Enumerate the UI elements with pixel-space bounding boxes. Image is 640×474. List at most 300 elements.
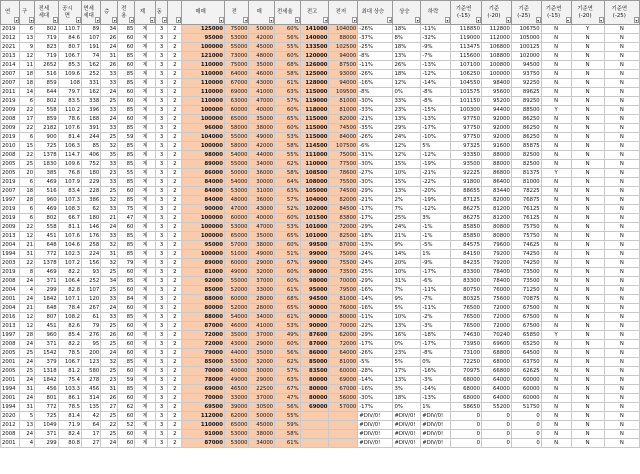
table-cell[interactable]: 0: [451, 439, 482, 448]
table-cell[interactable]: -13%: [421, 61, 451, 70]
table-cell[interactable]: Y: [541, 331, 571, 340]
table-cell[interactable]: 33000: [224, 394, 249, 403]
table-cell[interactable]: 85: [118, 151, 135, 160]
table-cell[interactable]: 3%: [421, 214, 451, 223]
table-cell[interactable]: 2: [168, 214, 182, 223]
table-cell[interactable]: N: [604, 394, 639, 403]
table-cell[interactable]: 95000: [182, 241, 225, 250]
table-cell[interactable]: 115600: [451, 52, 482, 61]
table-cell[interactable]: N: [541, 394, 571, 403]
table-cell[interactable]: 26: [101, 331, 118, 340]
table-cell[interactable]: 88000: [329, 34, 358, 43]
table-cell[interactable]: 100000: [182, 223, 225, 232]
table-cell[interactable]: 계: [135, 88, 155, 97]
table-cell[interactable]: 34000: [249, 313, 275, 322]
table-cell[interactable]: [329, 421, 358, 430]
table-cell[interactable]: 95200: [481, 97, 511, 106]
table-cell[interactable]: 64: [82, 421, 101, 430]
table-cell[interactable]: 2003: [1, 259, 20, 268]
table-cell[interactable]: 94500: [511, 61, 541, 70]
table-cell[interactable]: N: [604, 232, 639, 241]
table-cell[interactable]: 65%: [275, 115, 301, 124]
table-cell[interactable]: 10%: [393, 313, 421, 322]
table-cell[interactable]: 58650: [451, 403, 482, 412]
table-cell[interactable]: 42000: [249, 142, 275, 151]
filter-dropdown-icon[interactable]: ▾: [15, 18, 18, 23]
table-cell[interactable]: 2008: [1, 151, 20, 160]
table-cell[interactable]: 110000: [182, 61, 225, 70]
table-cell[interactable]: -5%: [421, 241, 451, 250]
table-cell[interactable]: 55: [118, 169, 135, 178]
table-cell[interactable]: 101575: [451, 88, 482, 97]
table-cell[interactable]: 110000: [182, 70, 225, 79]
table-cell[interactable]: 54000: [224, 313, 249, 322]
table-cell[interactable]: 89625: [511, 88, 541, 97]
table-cell[interactable]: 85: [118, 385, 135, 394]
table-cell[interactable]: N: [571, 223, 604, 232]
table-cell[interactable]: 84235: [451, 259, 482, 268]
table-cell[interactable]: 18%: [393, 70, 421, 79]
table-cell[interactable]: 62000: [329, 331, 358, 340]
table-cell[interactable]: 63750: [511, 358, 541, 367]
table-cell[interactable]: 54000: [224, 151, 249, 160]
table-cell[interactable]: N: [604, 367, 639, 376]
table-cell[interactable]: 33: [101, 106, 118, 115]
table-cell[interactable]: 24: [20, 430, 35, 439]
table-cell[interactable]: 33: [101, 313, 118, 322]
table-cell[interactable]: 3%: [393, 385, 421, 394]
table-cell[interactable]: 67000: [329, 385, 358, 394]
table-cell[interactable]: 87000: [182, 439, 225, 448]
table-cell[interactable]: 31000: [249, 187, 275, 196]
table-cell[interactable]: N: [571, 259, 604, 268]
table-cell[interactable]: 95: [82, 340, 101, 349]
table-cell[interactable]: 계: [135, 187, 155, 196]
table-cell[interactable]: 188: [82, 115, 101, 124]
table-cell[interactable]: 87000: [329, 241, 358, 250]
table-cell[interactable]: 25: [101, 430, 118, 439]
table-cell[interactable]: 39000: [224, 403, 249, 412]
table-cell[interactable]: 86250: [511, 115, 541, 124]
table-cell[interactable]: 2012: [1, 421, 20, 430]
table-cell[interactable]: 0: [511, 430, 541, 439]
table-cell[interactable]: -29%: [358, 331, 393, 340]
table-cell[interactable]: N: [604, 115, 639, 124]
table-cell[interactable]: 40000: [249, 106, 275, 115]
table-cell[interactable]: 계: [135, 79, 155, 88]
table-cell[interactable]: N: [604, 304, 639, 313]
table-cell[interactable]: N: [604, 223, 639, 232]
table-cell[interactable]: 10%: [393, 268, 421, 277]
table-cell[interactable]: -19%: [421, 196, 451, 205]
table-cell[interactable]: 2: [168, 196, 182, 205]
table-cell[interactable]: 87125: [451, 196, 482, 205]
table-cell[interactable]: N: [604, 196, 639, 205]
table-cell[interactable]: 33: [101, 124, 118, 133]
table-cell[interactable]: 100000: [481, 70, 511, 79]
table-cell[interactable]: 95000: [182, 34, 225, 43]
table-cell[interactable]: 102000: [511, 52, 541, 61]
table-cell[interactable]: 3: [155, 169, 168, 178]
table-cell[interactable]: 28: [20, 196, 35, 205]
table-cell[interactable]: -11%: [421, 25, 451, 34]
table-cell[interactable]: 45000: [249, 421, 275, 430]
table-cell[interactable]: 33: [101, 205, 118, 214]
table-cell[interactable]: 107.1: [58, 295, 81, 304]
table-cell[interactable]: N: [604, 187, 639, 196]
table-cell[interactable]: 60: [118, 331, 135, 340]
table-cell[interactable]: 2008: [1, 340, 20, 349]
table-cell[interactable]: 85: [118, 25, 135, 34]
table-cell[interactable]: 65%: [275, 304, 301, 313]
table-cell[interactable]: N: [571, 268, 604, 277]
table-cell[interactable]: 3: [155, 439, 168, 448]
table-cell[interactable]: #DIV/0!: [358, 439, 393, 448]
table-cell[interactable]: 118000: [300, 106, 329, 115]
table-cell[interactable]: N: [541, 286, 571, 295]
table-cell[interactable]: 88500: [511, 106, 541, 115]
table-cell[interactable]: 12%: [393, 142, 421, 151]
table-cell[interactable]: 99500: [300, 241, 329, 250]
table-cell[interactable]: 0: [451, 421, 482, 430]
table-cell[interactable]: 3: [155, 61, 168, 70]
table-cell[interactable]: -32%: [421, 34, 451, 43]
table-cell[interactable]: 314: [82, 394, 101, 403]
table-cell[interactable]: 38000: [249, 124, 275, 133]
table-cell[interactable]: 88655: [451, 187, 482, 196]
table-cell[interactable]: N: [604, 178, 639, 187]
table-cell[interactable]: N: [541, 34, 571, 43]
table-cell[interactable]: 92225: [451, 169, 482, 178]
table-cell[interactable]: 32: [101, 358, 118, 367]
table-cell[interactable]: 계: [135, 367, 155, 376]
table-cell[interactable]: 85: [118, 52, 135, 61]
table-cell[interactable]: 9: [20, 43, 35, 52]
table-cell[interactable]: 60: [118, 97, 135, 106]
table-cell[interactable]: 3: [155, 250, 168, 259]
table-cell[interactable]: N: [541, 421, 571, 430]
table-cell[interactable]: N: [604, 376, 639, 385]
table-cell[interactable]: 2: [168, 313, 182, 322]
table-cell[interactable]: 53%: [275, 322, 301, 331]
table-cell[interactable]: 8%: [393, 34, 421, 43]
table-cell[interactable]: 3: [155, 187, 168, 196]
table-cell[interactable]: 106800: [481, 43, 511, 52]
table-cell[interactable]: 60%: [275, 124, 301, 133]
table-cell[interactable]: 3: [155, 196, 168, 205]
table-cell[interactable]: 12%: [393, 79, 421, 88]
table-cell[interactable]: 23%: [393, 349, 421, 358]
table-cell[interactable]: N: [571, 349, 604, 358]
table-cell[interactable]: N: [571, 169, 604, 178]
table-cell[interactable]: N: [604, 205, 639, 214]
table-cell[interactable]: N: [571, 187, 604, 196]
table-cell[interactable]: -27%: [358, 169, 393, 178]
table-cell[interactable]: 46500: [224, 385, 249, 394]
table-cell[interactable]: 101000: [300, 232, 329, 241]
table-cell[interactable]: 100000: [182, 250, 225, 259]
table-cell[interactable]: 107.3: [58, 196, 81, 205]
table-cell[interactable]: N: [541, 61, 571, 70]
table-cell[interactable]: 74500: [329, 187, 358, 196]
table-cell[interactable]: 2652: [35, 61, 58, 70]
table-cell[interactable]: N: [571, 286, 604, 295]
table-cell[interactable]: 125000: [300, 70, 329, 79]
table-cell[interactable]: 61%: [275, 439, 301, 448]
table-cell[interactable]: 90000: [300, 322, 329, 331]
table-cell[interactable]: N: [604, 268, 639, 277]
table-cell[interactable]: 80000: [182, 304, 225, 313]
table-cell[interactable]: -7%: [421, 52, 451, 61]
table-cell[interactable]: Y: [541, 106, 571, 115]
table-cell[interactable]: 100300: [451, 106, 482, 115]
table-cell[interactable]: 2: [168, 376, 182, 385]
table-cell[interactable]: N: [571, 133, 604, 142]
table-cell[interactable]: 70000: [329, 322, 358, 331]
table-cell[interactable]: -17%: [421, 340, 451, 349]
table-cell[interactable]: N: [541, 25, 571, 34]
table-cell[interactable]: 3: [155, 151, 168, 160]
table-cell[interactable]: 140000: [300, 34, 329, 43]
table-cell[interactable]: 69600: [481, 340, 511, 349]
table-cell[interactable]: 78.5: [58, 403, 81, 412]
table-cell[interactable]: 2: [168, 358, 182, 367]
table-cell[interactable]: 74630: [451, 331, 482, 340]
table-cell[interactable]: [300, 412, 329, 421]
table-cell[interactable]: N: [571, 340, 604, 349]
table-cell[interactable]: 2013: [1, 52, 20, 61]
table-cell[interactable]: 61%: [275, 79, 301, 88]
table-cell[interactable]: 6: [20, 133, 35, 142]
table-cell[interactable]: 9%: [393, 241, 421, 250]
table-cell[interactable]: N: [541, 70, 571, 79]
table-cell[interactable]: -13%: [421, 394, 451, 403]
table-cell[interactable]: 2: [168, 52, 182, 61]
table-cell[interactable]: 13%: [393, 187, 421, 196]
filter-dropdown-icon[interactable]: ▾: [177, 18, 180, 23]
table-cell[interactable]: 115000: [300, 133, 329, 142]
table-cell[interactable]: 92000: [481, 115, 511, 124]
table-cell[interactable]: 379: [35, 358, 58, 367]
table-cell[interactable]: 2: [168, 286, 182, 295]
table-cell[interactable]: 252: [82, 70, 101, 79]
table-cell[interactable]: 119000: [300, 97, 329, 106]
table-cell[interactable]: 계: [135, 385, 155, 394]
column-header[interactable]: [249, 1, 275, 25]
table-cell[interactable]: -17%: [421, 268, 451, 277]
table-cell[interactable]: 84000: [329, 133, 358, 142]
table-cell[interactable]: 3: [155, 205, 168, 214]
table-cell[interactable]: 88000: [182, 295, 225, 304]
table-cell[interactable]: N: [541, 313, 571, 322]
table-cell[interactable]: 82500: [511, 151, 541, 160]
table-cell[interactable]: 계: [135, 142, 155, 151]
table-cell[interactable]: 772: [35, 250, 58, 259]
table-cell[interactable]: 78600: [329, 169, 358, 178]
table-cell[interactable]: 101150: [451, 97, 482, 106]
table-cell[interactable]: N: [571, 367, 604, 376]
table-cell[interactable]: 63%: [275, 88, 301, 97]
table-cell[interactable]: 92250: [511, 79, 541, 88]
table-cell[interactable]: 60: [118, 412, 135, 421]
table-cell[interactable]: 계: [135, 439, 155, 448]
table-cell[interactable]: 106.4: [58, 277, 81, 286]
table-cell[interactable]: 33: [101, 160, 118, 169]
table-cell[interactable]: 60000: [511, 394, 541, 403]
table-cell[interactable]: N: [541, 358, 571, 367]
table-cell[interactable]: N: [604, 340, 639, 349]
table-cell[interactable]: N: [541, 151, 571, 160]
table-cell[interactable]: N: [571, 70, 604, 79]
table-cell[interactable]: 71250: [511, 286, 541, 295]
table-cell[interactable]: -10%: [421, 133, 451, 142]
table-cell[interactable]: 6: [20, 97, 35, 106]
table-cell[interactable]: 60: [118, 394, 135, 403]
table-cell[interactable]: 113475: [451, 43, 482, 52]
table-cell[interactable]: 계: [135, 376, 155, 385]
table-cell[interactable]: 60000: [224, 106, 249, 115]
table-cell[interactable]: 44000: [249, 151, 275, 160]
table-cell[interactable]: 13: [20, 421, 35, 430]
table-cell[interactable]: 3: [155, 79, 168, 88]
table-cell[interactable]: N: [541, 178, 571, 187]
table-cell[interactable]: 2: [168, 241, 182, 250]
table-cell[interactable]: 100000: [182, 142, 225, 151]
table-cell[interactable]: 2019: [1, 205, 20, 214]
table-cell[interactable]: N: [604, 160, 639, 169]
table-cell[interactable]: 2: [168, 70, 182, 79]
table-cell[interactable]: 2: [168, 421, 182, 430]
table-cell[interactable]: 제: [135, 169, 155, 178]
table-cell[interactable]: 32: [101, 142, 118, 151]
table-cell[interactable]: N: [541, 241, 571, 250]
table-cell[interactable]: 23: [101, 376, 118, 385]
table-cell[interactable]: 36000: [249, 196, 275, 205]
table-cell[interactable]: 108.2: [58, 313, 81, 322]
table-cell[interactable]: -5%: [358, 358, 393, 367]
table-cell[interactable]: -26%: [358, 133, 393, 142]
table-cell[interactable]: 22500: [249, 385, 275, 394]
table-cell[interactable]: 60: [118, 349, 135, 358]
table-cell[interactable]: 73000: [224, 52, 249, 61]
table-cell[interactable]: [300, 439, 329, 448]
table-cell[interactable]: 23%: [393, 106, 421, 115]
table-cell[interactable]: 50000: [249, 412, 275, 421]
table-cell[interactable]: 25: [101, 322, 118, 331]
table-cell[interactable]: N: [571, 385, 604, 394]
table-cell[interactable]: 229: [82, 178, 101, 187]
table-cell[interactable]: N: [604, 439, 639, 448]
table-cell[interactable]: 87500: [329, 61, 358, 70]
table-cell[interactable]: 580: [82, 367, 101, 376]
table-cell[interactable]: 72000: [481, 322, 511, 331]
table-cell[interactable]: N: [604, 385, 639, 394]
table-cell[interactable]: 75000: [224, 25, 249, 34]
table-cell[interactable]: 76.8: [58, 169, 81, 178]
table-cell[interactable]: 109.6: [58, 160, 81, 169]
table-cell[interactable]: 85: [118, 358, 135, 367]
table-cell[interactable]: 0: [511, 412, 541, 421]
table-cell[interactable]: 244: [82, 133, 101, 142]
table-cell[interactable]: 69000: [300, 403, 329, 412]
table-cell[interactable]: 2012: [1, 34, 20, 43]
table-cell[interactable]: 79200: [481, 259, 511, 268]
table-cell[interactable]: 29000: [249, 376, 275, 385]
filter-dropdown-icon[interactable]: ▾: [96, 18, 99, 23]
table-cell[interactable]: -11%: [358, 313, 393, 322]
table-cell[interactable]: 68%: [275, 61, 301, 70]
table-cell[interactable]: 2182: [35, 124, 58, 133]
table-cell[interactable]: 772: [35, 403, 58, 412]
table-cell[interactable]: 계: [135, 25, 155, 34]
table-cell[interactable]: 823: [35, 43, 58, 52]
table-cell[interactable]: N: [571, 79, 604, 88]
table-cell[interactable]: 75000: [329, 151, 358, 160]
table-cell[interactable]: N: [541, 205, 571, 214]
table-cell[interactable]: 83.5: [58, 97, 81, 106]
table-cell[interactable]: 79.7: [58, 88, 81, 97]
table-cell[interactable]: 51750: [511, 403, 541, 412]
table-cell[interactable]: N: [541, 439, 571, 448]
table-cell[interactable]: 2: [168, 259, 182, 268]
table-cell[interactable]: 110000: [182, 88, 225, 97]
filter-dropdown-icon[interactable]: ▾: [477, 18, 480, 23]
table-cell[interactable]: 25: [20, 349, 35, 358]
table-cell[interactable]: 80800: [481, 232, 511, 241]
table-cell[interactable]: 60%: [275, 340, 301, 349]
table-cell[interactable]: 3: [155, 376, 168, 385]
table-cell[interactable]: 112800: [481, 25, 511, 34]
table-cell[interactable]: [300, 421, 329, 430]
table-cell[interactable]: 2: [168, 43, 182, 52]
table-cell[interactable]: 3: [155, 421, 168, 430]
table-cell[interactable]: 86275: [451, 214, 482, 223]
table-cell[interactable]: 121000: [182, 52, 225, 61]
table-cell[interactable]: N: [604, 88, 639, 97]
filter-dropdown-icon[interactable]: ▾: [270, 18, 273, 23]
table-cell[interactable]: 85: [118, 70, 135, 79]
table-cell[interactable]: 제: [135, 394, 155, 403]
table-cell[interactable]: 85: [118, 277, 135, 286]
table-cell[interactable]: -12%: [421, 151, 451, 160]
table-cell[interactable]: N: [571, 241, 604, 250]
table-cell[interactable]: 60: [118, 43, 135, 52]
table-cell[interactable]: N: [541, 349, 571, 358]
table-cell[interactable]: 102.3: [58, 250, 81, 259]
table-cell[interactable]: 80325: [451, 295, 482, 304]
table-cell[interactable]: 68000: [451, 385, 482, 394]
table-cell[interactable]: 45000: [249, 43, 275, 52]
table-cell[interactable]: 53%: [275, 223, 301, 232]
table-cell[interactable]: 72250: [451, 358, 482, 367]
table-cell[interactable]: 60000: [511, 385, 541, 394]
table-cell[interactable]: 59%: [275, 421, 301, 430]
table-cell[interactable]: 97750: [451, 115, 482, 124]
table-cell[interactable]: 2: [168, 268, 182, 277]
table-cell[interactable]: 20: [20, 169, 35, 178]
table-cell[interactable]: -33%: [358, 106, 393, 115]
table-cell[interactable]: 2021: [1, 43, 20, 52]
table-cell[interactable]: N: [571, 142, 604, 151]
table-cell[interactable]: N: [604, 313, 639, 322]
table-cell[interactable]: -11%: [421, 304, 451, 313]
table-cell[interactable]: 105000: [300, 187, 329, 196]
table-cell[interactable]: 35000: [249, 232, 275, 241]
table-cell[interactable]: 94000: [329, 52, 358, 61]
table-cell[interactable]: 24%: [393, 223, 421, 232]
table-cell[interactable]: -17%: [421, 124, 451, 133]
table-cell[interactable]: 24: [20, 358, 35, 367]
